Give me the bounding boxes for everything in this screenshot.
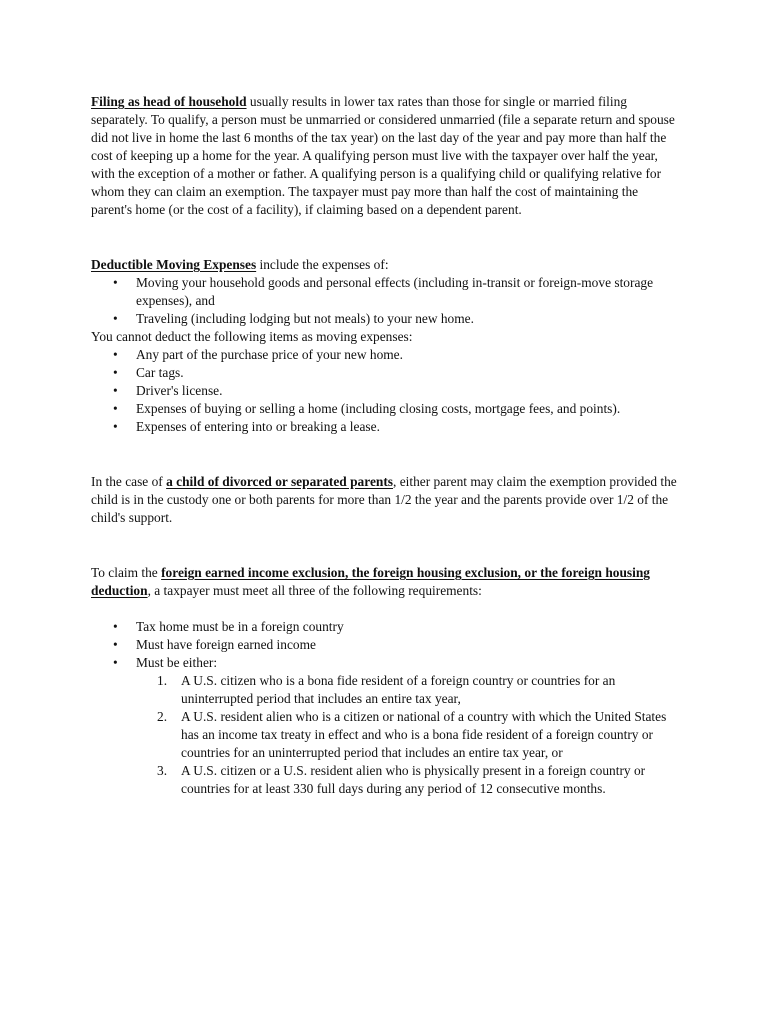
moving-expenses-exclude-list bbox=[91, 346, 681, 436]
list-item: • Must have foreign earned income bbox=[91, 636, 681, 654]
list-item: • Driver's license. bbox=[91, 382, 681, 400]
item-number: 2. bbox=[157, 709, 168, 724]
divorced-parents-paragraph bbox=[91, 473, 681, 527]
numbered-item bbox=[91, 708, 681, 762]
item-text: A U.S. resident alien who is a citizen or national of a country with which the United States has an income tax treaty in effect and who is a bona fide resident of a foreign country or countries for an uninterrupted period that includes an entire tax year, or bbox=[181, 709, 667, 760]
foreign-income-paragraph bbox=[91, 564, 681, 600]
list-item: • Traveling (including lodging but not meals) to your new home. bbox=[91, 310, 681, 328]
list-item: • Any part of the purchase price of your new home. bbox=[91, 346, 681, 364]
list-item: • Expenses of entering into or breaking a lease. bbox=[91, 418, 681, 436]
foreign-requirements-list bbox=[91, 618, 681, 672]
list-item: • Expenses of buying or selling a home (including closing costs, mortgage fees, and points). bbox=[91, 400, 681, 418]
head-of-household-term: Filing as head of household bbox=[91, 94, 247, 109]
moving-expenses-term: Deductible Moving Expenses bbox=[91, 257, 257, 272]
list-item: • Must be either: bbox=[91, 654, 681, 672]
moving-expenses-include-list bbox=[91, 274, 681, 328]
head-of-household-paragraph bbox=[91, 93, 681, 219]
moving-expenses-intro: include the expenses of: bbox=[256, 257, 389, 272]
foreign-income-prefix: To claim the bbox=[91, 565, 162, 580]
numbered-item bbox=[91, 672, 681, 708]
divorced-parents-term: a child of divorced or separated parents bbox=[166, 474, 394, 489]
list-item: • Moving your household goods and personal effects (including in-transit or foreign-move storage expenses), and bbox=[91, 274, 681, 310]
foreign-income-term: foreign earned income exclusion, the foreign housing exclusion, or the foreign housing deduction bbox=[91, 565, 650, 598]
item-text: A U.S. citizen or a U.S. resident alien who is physically present in a foreign country or countries for at least 330 full days during any period of 12 consecutive months. bbox=[181, 763, 646, 796]
moving-expenses-heading bbox=[91, 256, 681, 274]
item-number: 1. bbox=[157, 673, 168, 688]
document-page bbox=[91, 93, 681, 798]
item-text: A U.S. citizen who is a bona fide resident of a foreign country or countries for an uninterrupted period that includes an entire tax year, bbox=[181, 673, 616, 706]
foreign-options-list bbox=[91, 672, 681, 798]
head-of-household-text: usually results in lower tax rates than those for single or married filing separately. To qualify, a person must be unmarried or considered unmarried (file a separate return and spouse did not live in home the last 6 months of the tax year) on the last day of the year and pay more than half the cost of keeping up a home for the year. A qualifying person must live with the taxpayer over half the year, with the exception of a mother or father. A qualifying person is a qualifying child or qualifying relative for whom they can claim an exemption. The taxpayer must pay more than half the cost of maintaining the parent's home (or the cost of a facility), if claiming based on a dependent parent. bbox=[91, 94, 675, 217]
item-number: 3. bbox=[157, 763, 168, 778]
divorced-parents-text: , either parent may claim the exemption provided the child is in the custody one or both parents for more than 1/2 the year and the parents provide over 1/2 of the child's support. bbox=[91, 474, 677, 525]
list-item: • Tax home must be in a foreign country bbox=[91, 618, 681, 636]
foreign-income-text: , a taxpayer must meet all three of the following requirements: bbox=[147, 583, 482, 598]
moving-expenses-cannot-intro: You cannot deduct the following items as moving expenses: bbox=[91, 329, 413, 344]
list-item: • Car tags. bbox=[91, 364, 681, 382]
numbered-item bbox=[91, 762, 681, 798]
divorced-parents-prefix: In the case of bbox=[91, 474, 167, 489]
